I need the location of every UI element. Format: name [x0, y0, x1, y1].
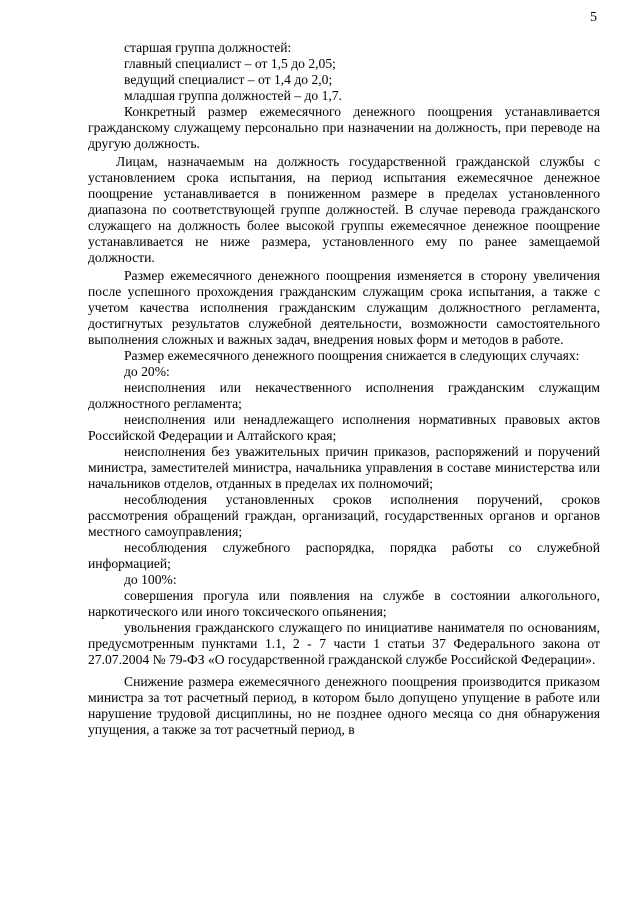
- list-item-regulation: неисполнения или некачественного исполнения гражданским служащим должностного регламента;: [88, 380, 600, 411]
- paragraph-increase: Размер ежемесячного денежного поощрения изменяется в сторону увеличения после успешного прохождения гражданским служащим срока испытания, а также с учетом качества исполнения гражданским служащим должностного регламента, достигнутых результатов служебной деятельности, возможности самостоятельного выполнения сложных и важных задач, внедрения новых форм и методов в работе.: [88, 268, 600, 347]
- list-item-legal-acts: неисполнения или ненадлежащего исполнения нормативных правовых актов Российской Федерации и Алтайского края;: [88, 412, 600, 443]
- grade-line-chief: главный специалист – от 1,5 до 2,05;: [124, 56, 336, 71]
- grade-line-senior: старшая группа должностей:: [124, 40, 292, 55]
- threshold-20: до 20%:: [124, 364, 170, 379]
- list-item-absence: совершения прогула или появления на службе в состоянии алкогольного, наркотического или иного токсического опьянения;: [88, 588, 600, 619]
- paragraph-specific-size: Конкретный размер ежемесячного денежного поощрения устанавливается гражданскому служащему персонально при назначении на должность, при переводе на другую должность.: [88, 104, 600, 151]
- paragraph-reduction-order: Снижение размера ежемесячного денежного поощрения производится приказом министра за тот расчетный период, в котором было допущено упущение в работе или нарушение трудовой дисциплины, но не позднее одного месяца со дня обнаружения упущения, а также за тот расчетный период, в: [88, 674, 600, 737]
- list-item-schedule: несоблюдения служебного распорядка, порядка работы со служебной информацией;: [88, 540, 600, 571]
- list-item-deadlines: несоблюдения установленных сроков исполнения поручений, сроков рассмотрения обращений граждан, организаций, государственных органов и органов местного самоуправления;: [88, 492, 600, 539]
- threshold-100: до 100%:: [124, 572, 177, 587]
- list-item-orders: неисполнения без уважительных причин приказов, распоряжений и поручений министра, заместителей министра, начальника управления в составе министерства или начальников отделов, отданных в пределах их полномочий;: [88, 444, 600, 491]
- paragraph-probation: Лицам, назначаемым на должность государственной гражданской службы с установлением срока испытания, на период испытания ежемесячное денежное поощрение устанавливается в пониженном размере в пределах установленного диапазона по соответствующей группе должностей. В случае перевода гражданского служащего на должность более высокой группы ежемесячное денежное поощрение устанавливается не ниже размера, установленного ему по ранее замещаемой должности.: [88, 154, 600, 265]
- page-number: 5: [590, 10, 597, 25]
- list-item-dismissal: увольнения гражданского служащего по инициативе нанимателя по основаниям, предусмотренным пунктами 1.1, 2 - 7 части 1 статьи 37 Федерального закона от 27.07.2004 № 79-ФЗ «О государственной гражданской службе Российской Федерации».: [88, 620, 600, 667]
- document-body: [88, 40, 600, 738]
- paragraph-decrease: Размер ежемесячного денежного поощрения снижается в следующих случаях:: [124, 348, 580, 363]
- grade-line-junior: младшая группа должностей – до 1,7.: [124, 88, 342, 103]
- grade-line-lead: ведущий специалист – от 1,4 до 2,0;: [124, 72, 333, 87]
